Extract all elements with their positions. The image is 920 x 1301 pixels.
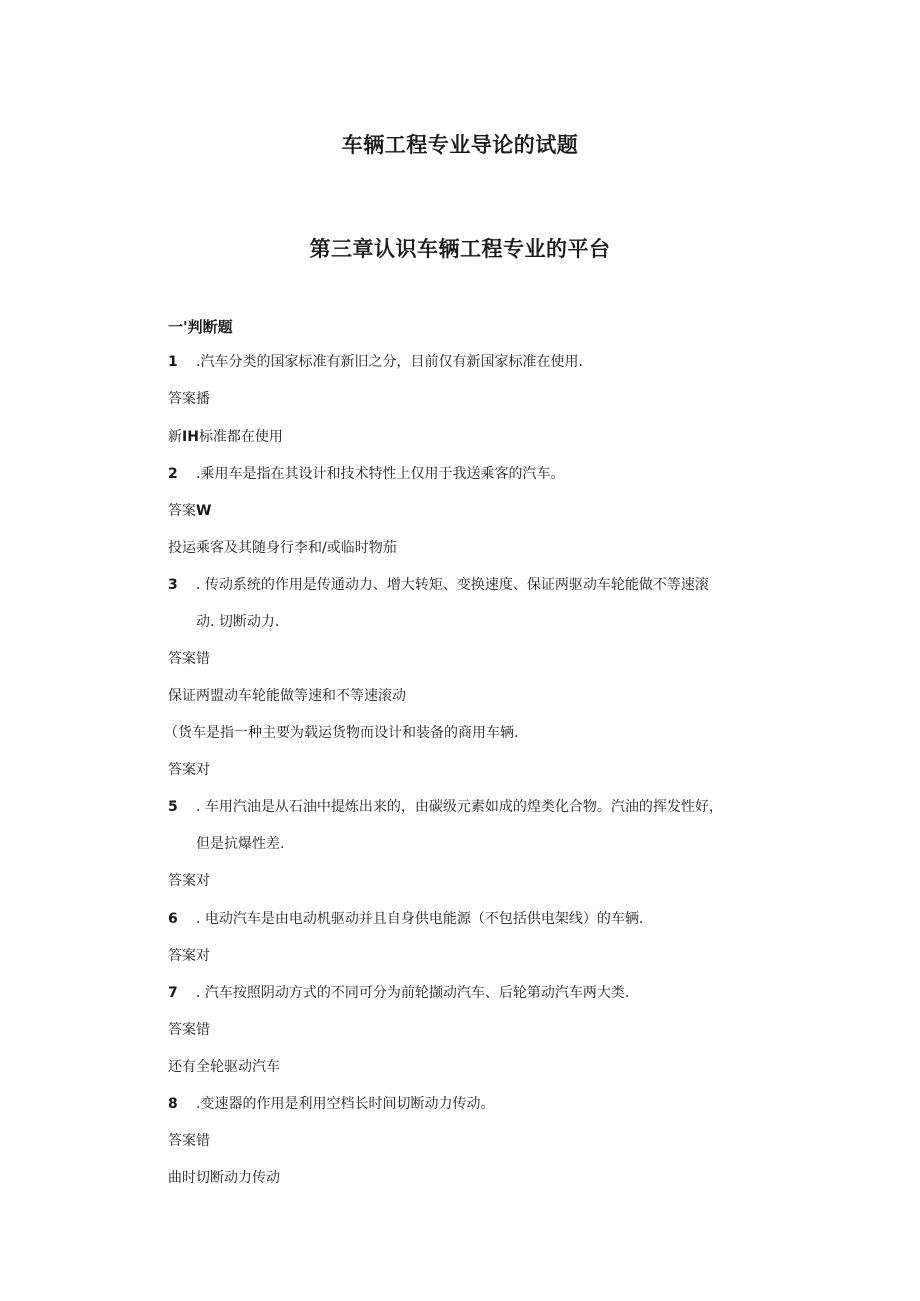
- answer-4: 答案对: [168, 762, 210, 778]
- question-8: [168, 1094, 494, 1114]
- answer-5: 答案对: [168, 873, 210, 889]
- question-4: （货车是指一种主要为载运货物而设计和装备的商用车辆.: [164, 725, 519, 741]
- question-5-continued: 但是抗爆性差.: [196, 836, 285, 852]
- explanation-mark: IH: [182, 429, 199, 445]
- question-3-continued: 动. 切断动力.: [196, 614, 280, 630]
- answer-8: 答案错: [168, 1133, 210, 1149]
- question-text: .汽车分类的国家标准有新旧之分，目前仅有新国家标准在使用.: [196, 354, 583, 370]
- question-5: [168, 797, 723, 817]
- question-number: 5: [168, 799, 178, 815]
- question-1: [168, 352, 583, 372]
- explanation-3: 保证两盟动车轮能做等速和不等速滚动: [168, 688, 406, 704]
- question-3: [168, 575, 709, 595]
- question-number: 8: [168, 1096, 178, 1112]
- question-text: . 车用汽油是从石油中提炼出来的，由碳级元素如成的煌类化合物。汽油的挥发性好，: [196, 799, 723, 815]
- answer-7: 答案错: [168, 1022, 210, 1038]
- question-text: .变速器的作用是利用空档长时间切断动力传动。: [196, 1096, 495, 1112]
- answer-label: 答案: [168, 503, 196, 519]
- question-text: . 传动系统的作用是传通动力、增大转矩、变换速度、保证两驱动车轮能做不等速滚: [196, 577, 709, 593]
- explanation-8: 曲时切断动力传动: [168, 1170, 280, 1186]
- chapter-title: 第三章认识车辆工程专业的平台: [309, 237, 611, 261]
- document-title: 车辆工程专业导论的试题: [341, 133, 579, 157]
- explanation-text: 标准都在使用: [198, 429, 283, 445]
- question-number: 3: [168, 577, 178, 593]
- section-heading: 一'判断题: [168, 318, 233, 336]
- question-number: 6: [168, 911, 178, 927]
- question-2: [168, 464, 564, 484]
- explanation-1: [168, 427, 283, 447]
- explanation-prefix: 新: [168, 429, 182, 445]
- explanation-7: 还有全轮驱动汽车: [168, 1059, 280, 1075]
- explanation-2: 投运乘客及其随身行李和/或临时物茄: [168, 540, 397, 556]
- answer-mark: W: [196, 503, 212, 519]
- question-text: . 电动汽车是由电动机驱动并且自身供电能源（不包括供电架线）的车辆.: [196, 911, 644, 927]
- question-text: . 汽车按照阴动方式的不同可分为前轮撷动汽车、后轮第动汽车两大类.: [196, 985, 630, 1001]
- question-7: [168, 983, 629, 1003]
- question-text: .乘用车是指在其设计和技术特性上仅用于我送乘客的汽车。: [196, 466, 565, 482]
- question-6: [168, 909, 643, 929]
- question-number: 1: [168, 354, 178, 370]
- answer-2: [168, 501, 211, 521]
- question-number: 2: [168, 466, 178, 482]
- answer-6: 答案对: [168, 948, 210, 964]
- answer-3: 答案错: [168, 651, 210, 667]
- question-number: 7: [168, 985, 178, 1001]
- answer-1: 答案播: [168, 391, 210, 407]
